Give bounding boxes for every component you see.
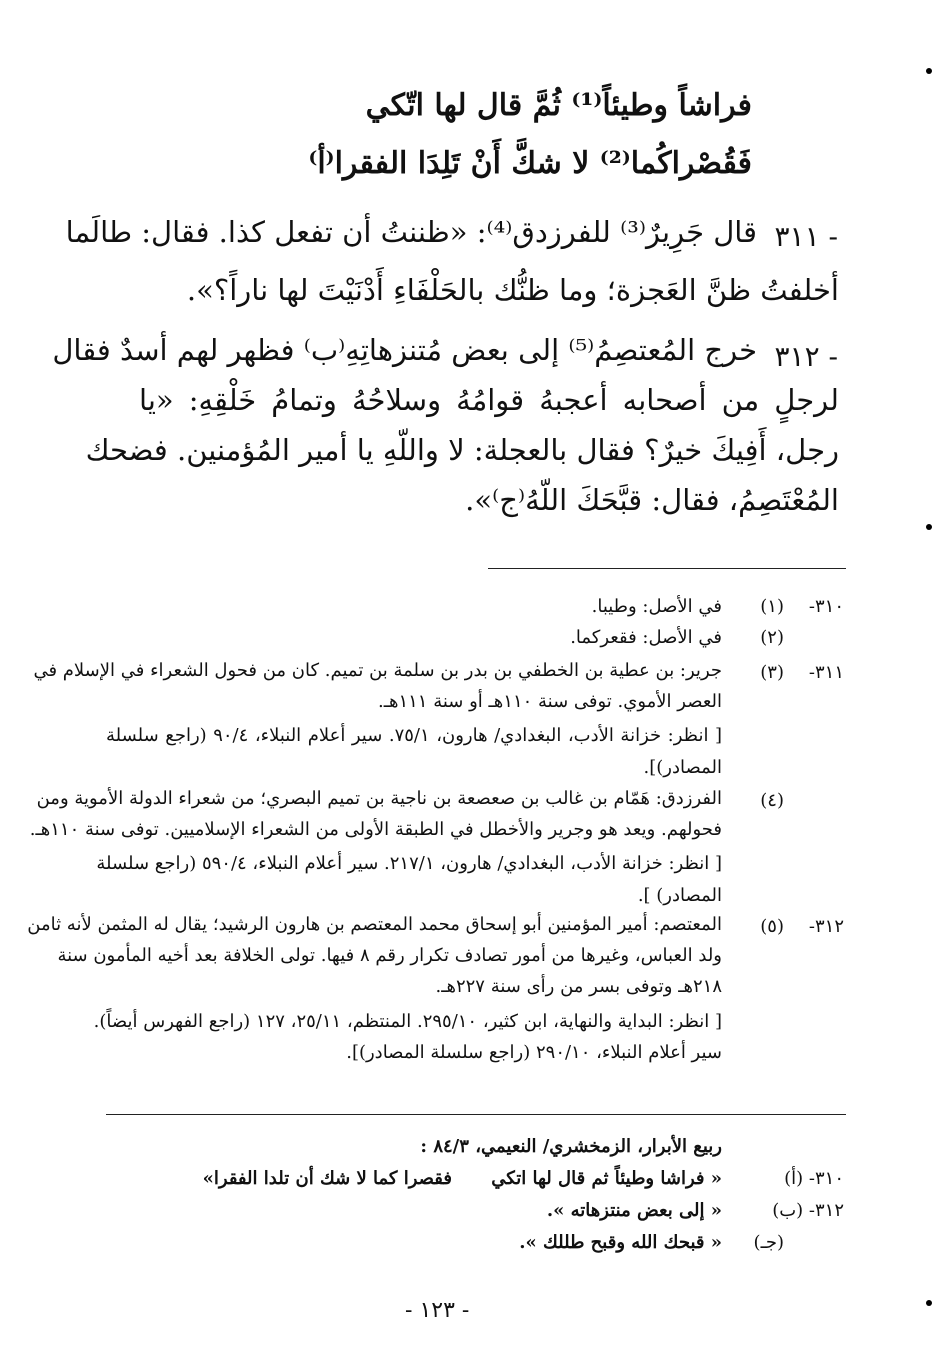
- source-c-label: (جـ): [753, 1232, 784, 1253]
- page-number: - ١٢٣ -: [405, 1298, 470, 1323]
- entry-312-line-3: رجل، أَفِيكَ خيرٌ؟ فقال بالعجلة: لا واللّهِ يا أمير المُؤمنين. فضحك: [85, 433, 839, 467]
- source-c-text: « قبحك الله وقبح طللك ».: [519, 1232, 722, 1253]
- margin-dot-bottom: [926, 1300, 932, 1306]
- footnote-5-number: (٥): [760, 916, 784, 937]
- footnote-4-line-1: الفرزدق: هَمّام بن غالب بن صعصعة بن ناجية بن تميم البصري؛ من شعراء الدولة الأموية ومن: [36, 788, 722, 809]
- footnote-2-number: (٢): [760, 627, 784, 648]
- sources-heading: ربيع الأبرار، الزمخشري/ النعيمي، ٨٤/٣ :: [420, 1136, 722, 1157]
- source-b-label: ٣١٢- (ب): [772, 1200, 844, 1221]
- footnote-2-text: في الأصل: فقعركما.: [570, 627, 722, 648]
- footnote-5-line-1: المعتصم: أمير المؤمنين أبو إسحاق محمد المعتصم بن هارون الرشيد؛ يقال له المثمن لأنه ثامن: [27, 914, 722, 935]
- footnote-4-number: (٤): [760, 790, 784, 811]
- margin-dot-middle: [926, 524, 932, 530]
- footnote-3-line-4: المصادر)].: [643, 757, 722, 778]
- entry-311-line-2: أخلفتُ ظنَّ العَجزة؛ وما ظنُّك بالحَلْفَاءِ أَدْنَيْتَ لها ناراً؟».: [186, 273, 839, 307]
- entry-312-line-2: لرجلٍ من أصحابه أعجبهُ قوامُهُ وسلاحُهُ وتمامُ خَلْقِهِ: «يا: [139, 383, 839, 417]
- entry-311-line-1: قال جَرِيرٌ⁽³⁾ للفرزدق⁽⁴⁾: «ظننتُ أن تفعل كذا. فقال: طالَما: [65, 215, 757, 249]
- footnote-1-number: (١): [760, 596, 784, 617]
- footnote-5-line-5: سير أعلام النبلاء، ٢٩٠/١٠ (راجع سلسلة المصادر)].: [346, 1042, 722, 1063]
- source-b-text: « إلى بعض منتزهاته ».: [546, 1200, 722, 1221]
- footnote-5-line-3: ٢١٨هـ وتوفى بسر من رأى سنة ٢٢٧هـ.: [435, 976, 722, 997]
- verse-line-1: فراشاً وطيئاً⁽¹⁾ ثُمَّ قال لها اتّكي: [365, 88, 752, 123]
- footnote-4-line-3: [ انظر: خزانة الأدب، البغدادي/ هارون، ٢١٧/١. سير أعلام النبلاء، ٥٩٠/٤ (راجع سلسلة: [96, 853, 722, 874]
- footnote-4-line-2: فحولهم. ويعد هو وجرير والأخطل في الطبقة الأولى من الشعراء الإسلاميين. توفى سنة ١١٠هـ.: [29, 819, 722, 840]
- footnote-312-label: ٣١٢-: [808, 916, 844, 937]
- entry-312-number: ٣١٢ -: [774, 340, 838, 373]
- footnote-3-number: (٣): [760, 662, 784, 683]
- source-a-hemistich-1: « فراشا وطيئاً ثم قال لها اتكي: [491, 1168, 722, 1189]
- entry-312-line-1: خرج المُعتصِمُ⁽⁵⁾ إلى بعض مُتنزهاتِهِ⁽ب⁾ فظهر لهم أسدٌ فقال: [52, 333, 757, 367]
- source-a-label: ٣١٠- (أ): [784, 1168, 844, 1189]
- footnote-separator: [488, 568, 846, 569]
- footnote-5-line-2: ولد العباس، وغيرها من أمور تصادف تكرار رقم ٨ فيها. تولى الخلافة بعد أخيه المأمون سنة: [57, 945, 722, 966]
- footnote-3-line-2: العصر الأموي. توفى سنة ١١٠هـ أو سنة ١١١هـ.: [377, 691, 722, 712]
- footnote-4-line-4: المصادر) ].: [637, 885, 722, 906]
- source-a-hemistich-2: فقصرا كما لا شك أن تلدا الفقرا»: [202, 1168, 452, 1189]
- footnote-3-line-3: [ انظر: خزانة الأدب، البغدادي/ هارون، ٧٥/١. سير أعلام النبلاء، ٩٠/٤ (راجع سلسلة: [106, 725, 723, 746]
- footnote-310-label: ٣١٠-: [808, 596, 844, 617]
- entry-311-number: ٣١١ -: [774, 220, 838, 253]
- footnote-311-label: ٣١١-: [808, 662, 844, 683]
- sources-separator: [106, 1114, 846, 1115]
- margin-dot-top: [926, 68, 932, 74]
- footnote-5-line-4: [ انظر: البداية والنهاية، ابن كثير، ٢٩٥/١٠. المنتظم، ٢٥/١١، ١٢٧ (راجع الفهرس أيضاً).: [93, 1011, 722, 1032]
- footnote-3-line-1: جرير: بن عطية بن الخطفي بن بدر بن سلمة بن تميم. كان من فحول الشعراء في الإسلام في: [33, 660, 722, 681]
- verse-line-2: فَقُصْراكُما⁽²⁾ لا شكَّ أَنْ تَلِدَا الفقرا⁽أ⁾: [308, 146, 752, 181]
- entry-312-line-4: المُعْتَصِمُ، فقال: قبَّحَكَ اللّهُ⁽ج⁾».: [465, 483, 839, 517]
- footnote-1-text: في الأصل: وطيبا.: [591, 596, 722, 617]
